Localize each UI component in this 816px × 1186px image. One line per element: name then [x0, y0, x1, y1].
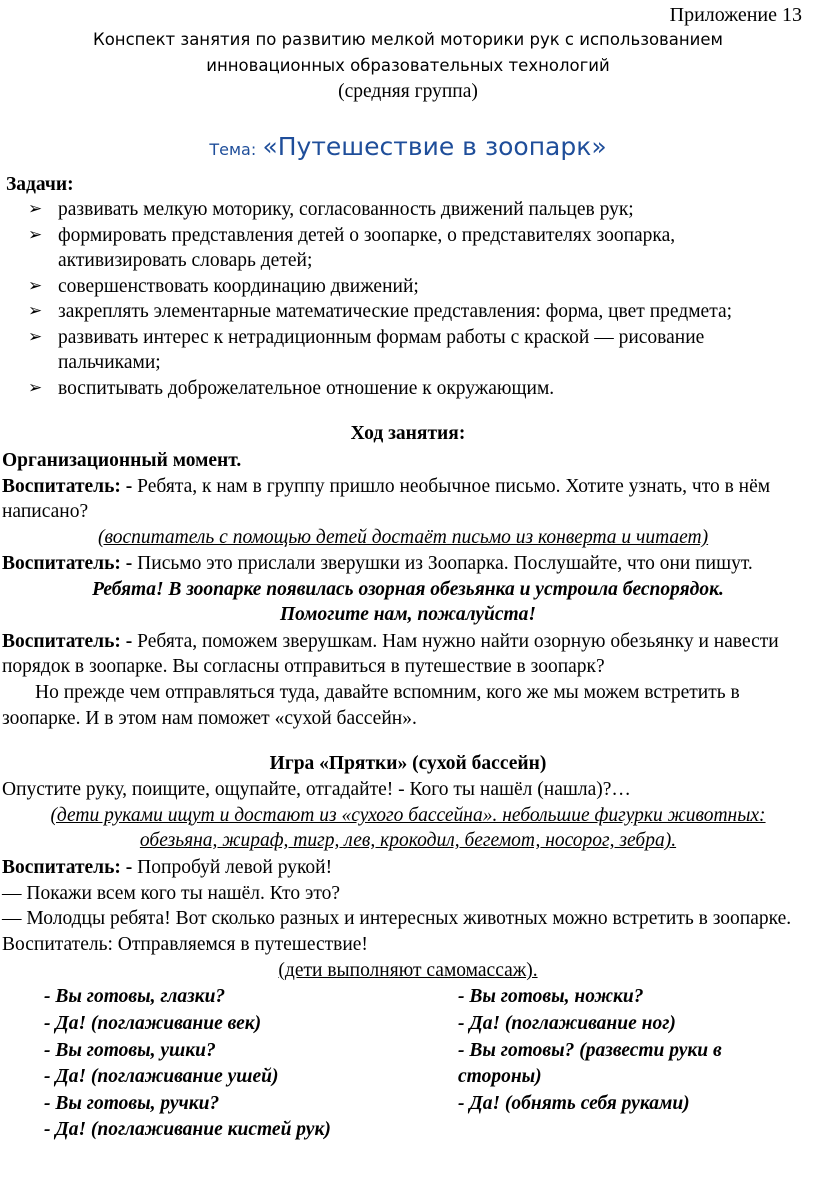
- appendix-label: Приложение 13: [669, 4, 802, 26]
- arrowhead-bullet-icon: ➢: [28, 327, 43, 347]
- massage-right-line: - Вы готовы? (развести руки в: [458, 1040, 722, 1061]
- massage-left-line: - Вы готовы, ручки?: [44, 1093, 220, 1114]
- teacher-speech: Попробуй левой рукой!: [132, 857, 333, 878]
- arrowhead-bullet-icon: ➢: [28, 199, 43, 219]
- massage-right-line: - Вы готовы, ножки?: [458, 986, 644, 1007]
- org-moment-heading: Организационный момент.: [2, 450, 242, 471]
- task-item-continuation: активизировать словарь детей;: [58, 250, 313, 271]
- topic-label: Тема:: [209, 140, 257, 159]
- massage-left-line: - Вы готовы, глазки?: [44, 986, 226, 1007]
- teacher-speech-continuation: порядок в зоопарке. Вы согласны отправиться в путешествие в зоопарк?: [2, 656, 605, 677]
- group-label: (средняя группа): [338, 81, 478, 102]
- teacher-line: [2, 857, 332, 879]
- teacher-speech: Письмо это прислали зверушки из Зоопарка. Послушайте, что они пишут.: [132, 553, 753, 574]
- arrowhead-bullet-icon: ➢: [28, 301, 43, 321]
- task-item: формировать представления детей о зоопарке, о представителях зоопарка,: [58, 225, 676, 246]
- task-item: воспитывать доброжелательное отношение к окружающим.: [58, 378, 555, 399]
- tasks-heading: Задачи:: [6, 174, 74, 195]
- massage-right-line: - Да! (обнять себя руками): [458, 1093, 690, 1114]
- dialogue-line: Воспитатель: Отправляемся в путешествие!: [2, 934, 368, 955]
- massage-right-line: стороны): [458, 1066, 542, 1087]
- topic-heading: [0, 132, 816, 161]
- lesson-heading: Ход занятия:: [350, 423, 466, 444]
- teacher-speech: Ребята, к нам в группу пришло необычное письмо. Хотите узнать, что в нём: [132, 476, 771, 497]
- paragraph-line: Но прежде чем отправляться туда, давайте вспомним, кого же мы можем встретить в: [35, 682, 740, 703]
- arrowhead-bullet-icon: ➢: [28, 276, 43, 296]
- teacher-label: Воспитатель: -: [2, 476, 133, 497]
- topic-title: «Путешествие в зоопарк»: [262, 132, 607, 161]
- arrowhead-bullet-icon: ➢: [28, 378, 43, 398]
- letter-text-line-2: Помогите нам, пожалуйста!: [279, 604, 537, 625]
- arrowhead-bullet-icon: ➢: [28, 225, 43, 245]
- stage-direction: (дети выполняют самомассаж).: [278, 960, 538, 981]
- teacher-label: Воспитатель: -: [2, 631, 133, 652]
- paragraph-line: зоопарке. И в этом нам поможет «сухой бассейн».: [2, 708, 417, 729]
- teacher-line: [2, 553, 753, 575]
- massage-left-line: - Да! (поглаживание ушей): [44, 1066, 279, 1087]
- dialogue-line: — Молодцы ребята! Вот сколько разных и интересных животных можно встретить в зоопарке.: [2, 908, 792, 929]
- game-heading: Игра «Прятки» (сухой бассейн): [269, 753, 547, 774]
- dialogue-line: — Покажи всем кого ты нашёл. Кто это?: [2, 883, 340, 904]
- massage-left-line: - Да! (поглаживание кистей рук): [44, 1119, 331, 1140]
- task-item: развивать интерес к нетрадиционным формам работы с краской — рисование: [58, 327, 705, 348]
- stage-direction: (воспитатель с помощью детей достаёт письмо из конверта и читает): [98, 527, 709, 548]
- stage-direction: обезьяна, жираф, тигр, лев, крокодил, бегемот, носорог, зебра).: [139, 830, 677, 851]
- massage-left-line: - Да! (поглаживание век): [44, 1013, 262, 1034]
- teacher-line: [2, 476, 770, 498]
- task-item-continuation: пальчиками;: [58, 352, 161, 373]
- teacher-speech: Ребята, поможем зверушкам. Нам нужно найти озорную обезьянку и навести: [132, 631, 779, 652]
- game-instruction: Опустите руку, поищите, ощупайте, отгадайте! - Кого ты нашёл (нашла)?…: [2, 779, 631, 800]
- task-item: развивать мелкую моторику, согласованность движений пальцев рук;: [58, 199, 634, 220]
- massage-left-line: - Вы готовы, ушки?: [44, 1040, 216, 1061]
- teacher-label: Воспитатель: -: [2, 857, 133, 878]
- teacher-label: Воспитатель: -: [2, 553, 133, 574]
- task-item: совершенствовать координацию движений;: [58, 276, 419, 297]
- teacher-line: [2, 631, 779, 653]
- stage-direction: (дети руками ищут и достают из «сухого бассейна». небольшие фигурки животных:: [50, 805, 766, 826]
- title-line-2: инновационных образовательных технологий: [206, 56, 610, 75]
- task-item: закреплять элементарные математические представления: форма, цвет предмета;: [58, 301, 733, 322]
- title-line-1: Конспект занятия по развитию мелкой моторики рук с использованием: [92, 30, 724, 49]
- letter-text-line-1: Ребята! В зоопарке появилась озорная обезьянка и устроила беспорядок.: [92, 579, 724, 600]
- massage-right-line: - Да! (поглаживание ног): [458, 1013, 676, 1034]
- teacher-speech-continuation: написано?: [2, 501, 89, 522]
